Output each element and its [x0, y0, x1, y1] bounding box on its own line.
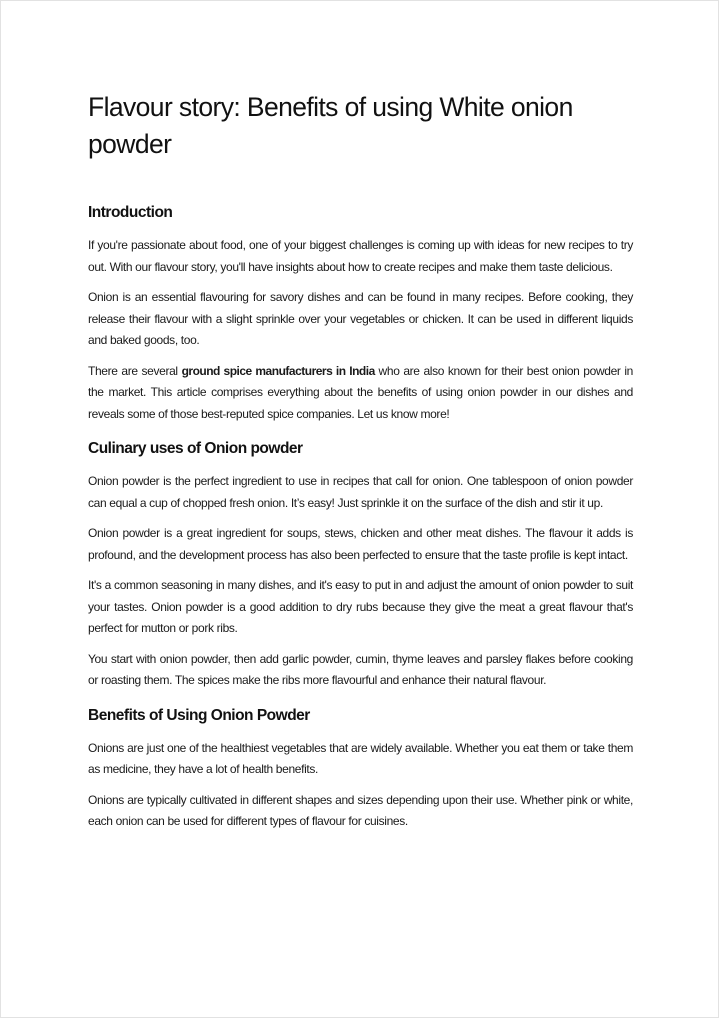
heading-culinary-uses: Culinary uses of Onion powder	[88, 440, 303, 457]
intro-paragraph-3-start: There are several	[88, 363, 182, 378]
culinary-paragraph-4: You start with onion powder, then add garlic powder, cumin, thyme leaves and parsley flakes before cooking or roasting them. The spices make the ribs more flavourful and enhance their natural flavour.	[88, 651, 633, 687]
intro-paragraph-3	[88, 361, 633, 426]
intro-paragraph-1: If you're passionate about food, one of your biggest challenges is coming up with ideas for new recipes to try out. With our flavour story, you'll have insights about how to create recipes and make them taste delicious.	[88, 238, 633, 274]
benefits-paragraph-2: Onions are typically cultivated in different shapes and sizes depending upon their use. Whether pink or white, each onion can be used for different types of flavour for cuisines.	[88, 792, 633, 828]
culinary-paragraph-2: Onion powder is a great ingredient for soups, stews, chicken and other meat dishes. The flavour it adds is profound, and the development process has also been perfected to ensure that the taste profile is kept intact.	[88, 526, 633, 562]
culinary-paragraph-3: It's a common seasoning in many dishes, and it's easy to put in and adjust the amount of onion powder to suit your tastes. Onion powder is a good addition to dry rubs because they give the meat a great flavour that's perfect for mutton or pork ribs.	[88, 578, 633, 635]
document-body	[88, 89, 633, 833]
spice-manufacturers-link-text: ground spice manufacturers in India	[181, 363, 375, 378]
benefits-paragraph-1: Onions are just one of the healthiest vegetables that are widely available. Whether you eat them or take them as medicine, they have a lot of health benefits.	[88, 740, 633, 776]
intro-paragraph-2: Onion is an essential flavouring for savory dishes and can be found in many recipes. Before cooking, they release their flavour with a slight sprinkle over your vegetables or chicken. It can be used in different liquids and baked goods, too.	[88, 290, 633, 347]
intro-paragraph-3-end: who are also known for their best onion powder in the market. This article comprises everything about the benefits of using onion powder in our dishes and reveals some of those best-reputed spice companies. Let us know more!	[88, 363, 633, 421]
heading-benefits: Benefits of Using Onion Powder	[88, 706, 310, 724]
culinary-paragraph-1: Onion powder is the perfect ingredient to use in recipes that call for onion. One tablespoon of onion powder can equal a cup of chopped fresh onion. It’s easy! Just sprinkle it on the surface of the dish and stir it up.	[88, 474, 633, 510]
heading-introduction: Introduction	[88, 204, 173, 221]
document-title: Flavour story: Benefits of using White onion powder	[88, 92, 573, 159]
